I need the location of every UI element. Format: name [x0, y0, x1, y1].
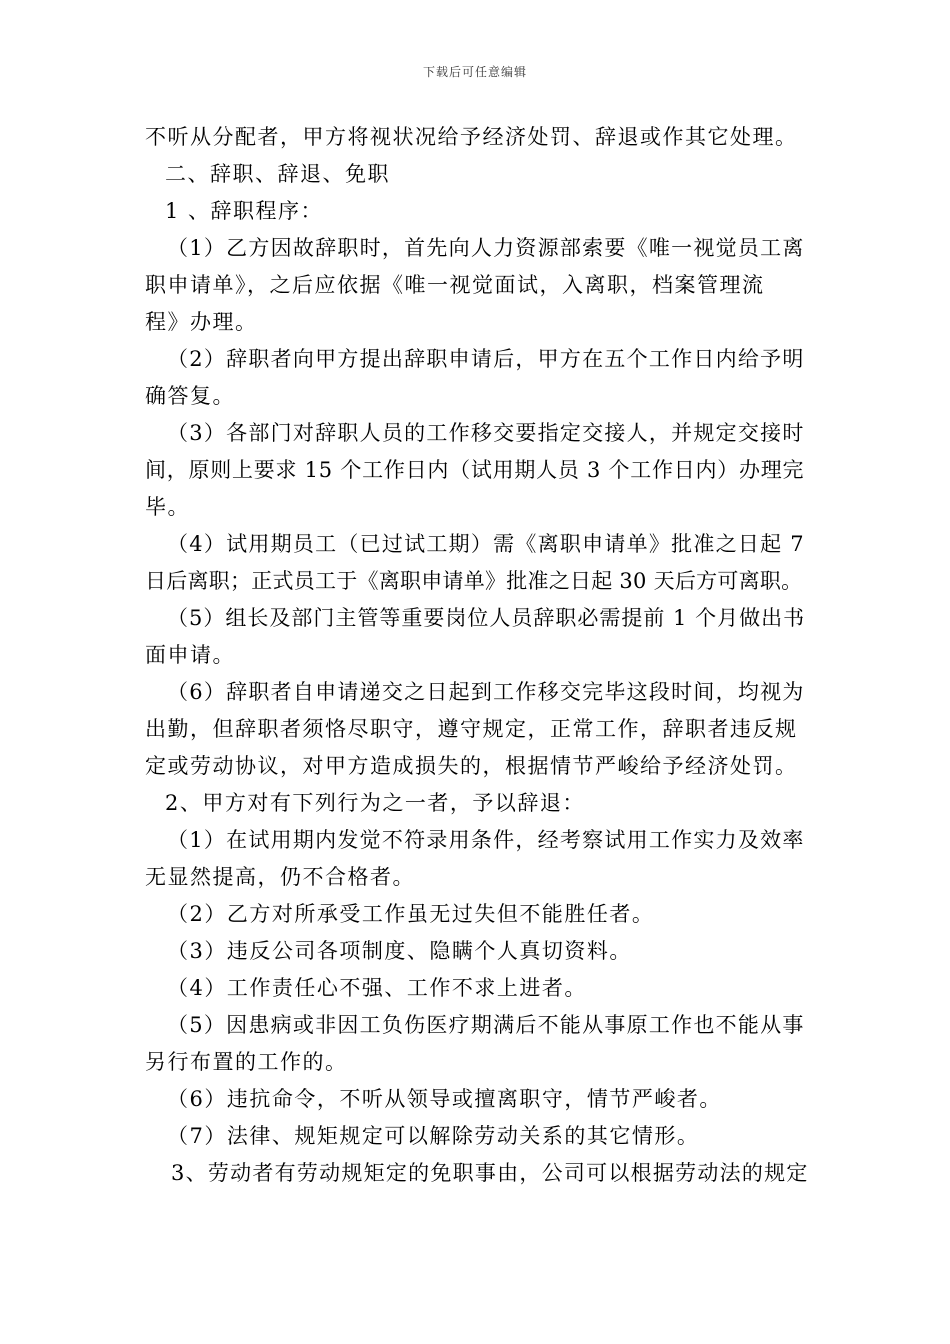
paragraph-line: （7）法律、规矩规定可以解除劳动关系的其它情形。 [167, 1124, 700, 1148]
paragraph-line: 确答复。 [145, 384, 235, 408]
paragraph-line: 日后离职；正式员工于《离职申请单》批准之日起 30 天后方可离职。 [145, 569, 803, 593]
paragraph-line: 定或劳动协议，对甲方造成损失的，根据情节严峻给予经济处罚。 [145, 754, 798, 778]
paragraph-line: （4）试用期员工（已过试工期）需《离职申请单》批准之日起 7 [167, 532, 805, 556]
paragraph-line: （5）因患病或非因工负伤医疗期满后不能从事原工作也不能从事 [167, 1013, 805, 1037]
paragraph-line: 职申请单》，之后应依据《唯一视觉面试，入离职，档案管理流 [145, 273, 765, 297]
paragraph-line: 毕。 [145, 495, 190, 519]
paragraph-line: （4）工作责任心不强、工作不求上进者。 [167, 976, 587, 1000]
section-heading: 二、辞职、辞退、免职 [165, 162, 390, 186]
paragraph-line: 间，原则上要求 15 个工作日内（试用期人员 3 个工作日内）办理完 [145, 458, 805, 482]
paragraph-line: 无显然提高，仍不合格者。 [145, 865, 415, 889]
paragraph-line: （6）违抗命令，不听从领导或擅离职守，情节严峻者。 [167, 1087, 722, 1111]
paragraph-line: （2）乙方对所承受工作虽无过失但不能胜任者。 [167, 902, 655, 926]
paragraph-line: （1）乙方因故辞职时，首先向人力资源部索要《唯一视觉员工离 [167, 236, 805, 260]
page-header: 下载后可任意编辑 [422, 65, 527, 79]
subsection-heading: 2、甲方对有下列行为之一者，予以辞退： [165, 791, 585, 815]
paragraph-line: 面申请。 [145, 643, 235, 667]
paragraph-line: （3）各部门对辞职人员的工作移交要指定交接人，并规定交接时 [167, 421, 805, 445]
paragraph-line: （3）违反公司各项制度、隐瞒个人真切资料。 [167, 939, 632, 963]
document-body [145, 119, 810, 1192]
paragraph-line: （1）在试用期内发觉不符录用条件，经考察试用工作实力及效率 [167, 828, 805, 852]
paragraph-line: （2）辞职者向甲方提出辞职申请后，甲方在五个工作日内给予明 [167, 347, 805, 371]
paragraph-line: 不听从分配者，甲方将视状况给予经济处罚、辞退或作其它处理。 [145, 125, 798, 149]
paragraph-line: 出勤，但辞职者须恪尽职守，遵守规定，正常工作，辞职者违反规 [145, 717, 798, 741]
paragraph-line: （5）组长及部门主管等重要岗位人员辞职必需提前 1 个月做出书 [167, 606, 806, 630]
paragraph-line: 程》办理。 [145, 310, 258, 334]
paragraph-line: 另行布置的工作的。 [145, 1050, 348, 1074]
paragraph-line: （6）辞职者自申请递交之日起到工作移交完毕这段时间，均视为 [167, 680, 805, 704]
paragraph-line: 3、劳动者有劳动规矩定的免职事由，公司可以根据劳动法的规定 [171, 1161, 809, 1185]
subsection-heading: 1 、辞职程序： [165, 199, 324, 223]
